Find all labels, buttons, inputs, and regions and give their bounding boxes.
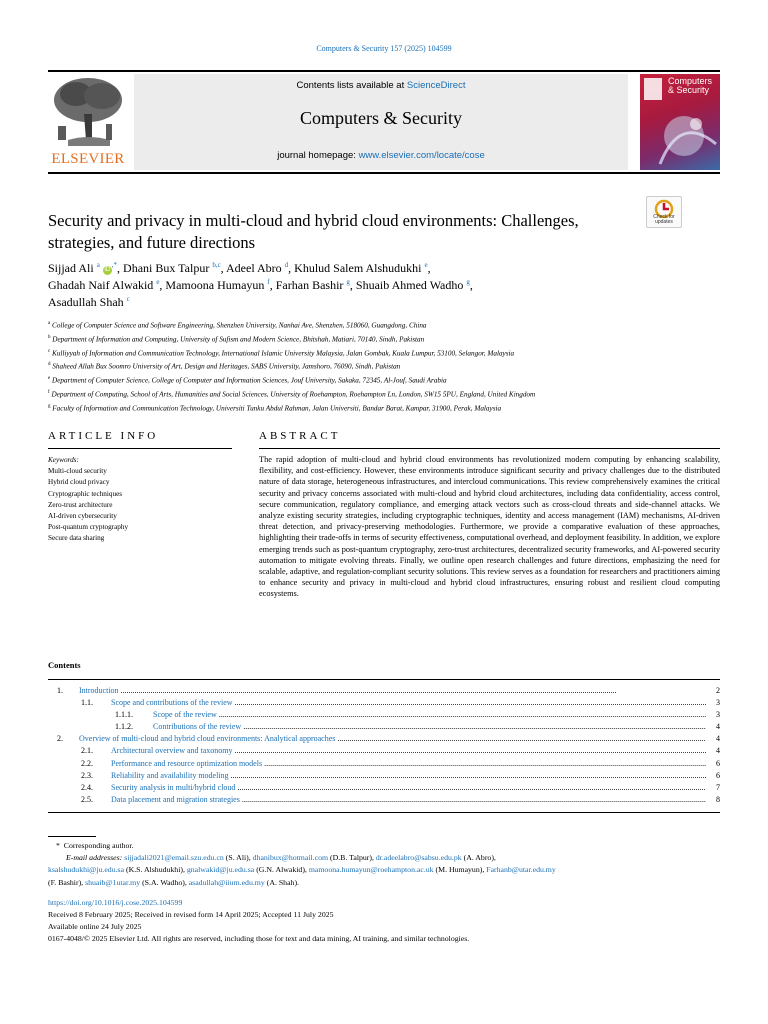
email-link[interactable]: shuaib@1utar.my <box>85 877 141 887</box>
toc-title-link[interactable]: Scope of the review <box>153 710 217 720</box>
toc-title-link[interactable]: Architectural overview and taxonomy <box>111 746 233 756</box>
affiliation-text: College of Computer Science and Software Engineering, Shenzhen University, Nanhai Ave, Shenzhen, 518060, Guangdong, China <box>52 321 427 330</box>
author-name[interactable]: Farhan Bashir <box>275 278 344 292</box>
toc-title-link[interactable]: Contributions of the review <box>153 722 242 732</box>
toc-row[interactable] <box>48 794 720 806</box>
affiliation-text: Department of Computer Science, College of Computer and Information Sciences, Jouf University, Sakaka, 72345, Al-Jouf, Saudi Arabia <box>52 376 447 385</box>
affiliation-item <box>48 373 628 387</box>
abstract-rule <box>259 448 720 449</box>
elsevier-tree-icon <box>48 74 128 152</box>
affiliation-item <box>48 387 628 401</box>
email-link[interactable]: sijjadali2021@email.szu.edu.cn <box>124 853 224 863</box>
toc-leader-dots <box>243 721 706 733</box>
affiliation-text: Kulliyyah of Information and Communication Technology, International Islamic University Malaysia, Jalan Gombak, Kuala Lumpur, 53100, Selangor, Malaysia <box>52 348 515 357</box>
toc-page: 6 <box>716 770 720 780</box>
abstract-heading: ABSTRACT <box>259 430 341 442</box>
doi-link[interactable]: https://doi.org/10.1016/j.cose.2025.104599 <box>48 898 183 907</box>
toc-number: 2.4. <box>81 782 93 792</box>
author-name[interactable]: Shuaib Ahmed Wadho <box>355 278 464 292</box>
email-link[interactable]: dr.adeelabro@sabsu.edu.pk <box>375 853 462 863</box>
author-separator: , <box>159 278 166 292</box>
affiliation-item <box>48 359 628 373</box>
author-name[interactable]: Sijjad Ali <box>48 261 94 275</box>
toc-number: 1. <box>57 686 63 695</box>
toc-page: 2 <box>716 686 720 695</box>
affiliation-key: g <box>48 403 51 409</box>
keywords-block <box>48 455 232 545</box>
elsevier-wordmark: ELSEVIER <box>51 151 125 167</box>
available-online: Available online 24 July 2025 <box>48 922 142 931</box>
toc-row[interactable] <box>48 685 720 697</box>
keyword-item: Post-quantum cryptography <box>48 523 129 532</box>
masthead-top-rule <box>48 70 720 72</box>
toc-page: 3 <box>716 698 720 708</box>
toc-title-link[interactable]: Data placement and migration strategies <box>111 794 240 804</box>
toc-title-link[interactable]: Performance and resource optimization models <box>111 758 263 768</box>
toc-leader-dots <box>242 794 706 806</box>
email-label: E-mail addresses: <box>66 853 123 863</box>
toc-leader-dots <box>121 685 706 697</box>
author-entry <box>48 295 130 309</box>
author-affiliation-marker[interactable]: d <box>284 261 289 269</box>
homepage-prefix: journal homepage: <box>277 150 359 161</box>
email-line <box>48 852 720 864</box>
orcid-icon[interactable]: iD <box>104 267 111 273</box>
abstract-text: The rapid adoption of multi-cloud and hybrid cloud environments has revolutionized modern computing by enhancing scalability, flexibility, and cost-efficiency. However, these environments introduce significant security and privacy challenges due to the distributed nature of data storage, heterogeneous infrastructures, and intercloud communications. This review comprehensively examines the critical security and privacy concerns associated with multi-cloud and hybrid cloud architectures, including data confidentiality, access control, secure communication, regulatory compliance, and emerging attack vectors such as cross-cloud threats and side-channel attacks. We analyze existing security strategies, including cryptographic techniques, identity and access management (IAM) mechanisms, AI-driven threat detection, and privacy-preserving methodologies. Furthermore, we provide a comparative evaluation of these approaches, highlighting their trade-offs in terms of security effectiveness, computational overhead, and deployment feasibility. In addition, we explore emerging trends such as post-quantum cryptography, zero-trust architectures, decentralized security frameworks, and AI-powered security automation to mitigate evolving threats. Finally, we outline open research challenges and future directions, emphasizing the need for scalable, adaptive, and regulation-compliant security solutions. This review serves as a foundation for researchers and practitioners aiming to enhance security and privacy in multi-cloud and hybrid cloud infrastructures, ensuring robust and resilient cloud computing ecosystems. <box>259 455 720 599</box>
toc-title-link[interactable]: Introduction <box>79 686 119 695</box>
affiliation-key: f <box>48 389 50 395</box>
toc-row[interactable] <box>48 733 720 745</box>
author-affiliation-marker[interactable]: b,c <box>212 261 221 269</box>
contents-availability <box>134 80 628 91</box>
email-owner: (K.S. Alshudukhi), <box>126 865 187 875</box>
toc-page: 3 <box>716 710 720 720</box>
keyword-item: Cryptographic techniques <box>48 489 123 498</box>
keyword-item: AI-driven cybersecurity <box>48 512 117 521</box>
author-entry <box>48 261 123 275</box>
toc-leader-dots <box>219 709 706 721</box>
email-link[interactable]: gnalwakid@ju.edu.sa <box>186 865 255 875</box>
journal-homepage-link[interactable]: www.elsevier.com/locate/cose <box>358 150 485 161</box>
check-updates-label: Check for updates <box>653 214 675 225</box>
author-separator: , <box>469 278 473 292</box>
keyword-item: Zero-trust architecture <box>48 500 113 509</box>
contents-bottom-rule <box>48 812 720 813</box>
author-separator: , <box>220 261 227 275</box>
affiliation-text: Shaheed Allah Bux Soomro University of Art, Design and Heritages, SABS University, Jamshoro, 76090, Sindh, Pakistan <box>52 362 401 371</box>
affiliation-key: c <box>48 348 51 354</box>
toc-leader-dots <box>237 782 706 794</box>
elsevier-logo[interactable] <box>48 74 128 168</box>
affiliation-text: Department of Computing, School of Arts, Humanities and Social Sciences, University of Roehampton, Roehampton Ln, London, SW15 5PU, England, United Kingdom <box>51 390 536 399</box>
check-for-updates-badge[interactable] <box>646 196 682 228</box>
toc-page: 7 <box>716 782 720 792</box>
corresponding-marker: * <box>56 841 64 850</box>
running-head[interactable]: Computers & Security 157 (2025) 104599 <box>316 44 452 53</box>
toc-row[interactable] <box>48 758 720 770</box>
corresponding-line <box>48 840 720 852</box>
author-separator: , <box>288 261 295 275</box>
corresponding-marker[interactable]: ,* <box>111 261 118 269</box>
author-affiliation-marker[interactable]: e <box>156 278 160 286</box>
footnote-rule <box>48 836 96 837</box>
author-name[interactable]: Ghadah Naif Alwakid <box>48 278 154 292</box>
affiliation-key: e <box>48 376 51 382</box>
email-link[interactable]: asadullah@iium.edu.my <box>188 877 265 887</box>
email-owner: (S.A. Wadho), <box>142 877 189 887</box>
email-owner: (F. Bashir), <box>48 877 86 887</box>
email-owner: (A. Abro), <box>463 853 496 863</box>
affiliation-text: Faculty of Information and Communication Technology, Universiti Tunku Abdul Rahman, Jalan Universiti, Bandar Barat, Kampar, 31900, Perak, Malaysia <box>52 404 502 413</box>
toc-page: 4 <box>716 734 720 744</box>
email-link[interactable]: mamoona.humayun@roehampton.ac.uk <box>308 865 434 875</box>
author-entry <box>356 278 473 292</box>
author-separator: , <box>269 278 276 292</box>
email-owner: (S. Ali), <box>225 853 253 863</box>
affiliation-key: a <box>48 321 51 326</box>
article-title: Security and privacy in multi-cloud and hybrid cloud environments: Challenges, strategies, and future directions <box>48 211 579 252</box>
affiliation-item <box>48 346 628 360</box>
toc-leader-dots <box>231 770 706 782</box>
author-list <box>48 260 628 311</box>
author-affiliation-marker[interactable]: a <box>96 261 100 269</box>
publication-info <box>48 897 720 945</box>
author-affiliation-marker[interactable]: g <box>346 278 350 286</box>
author-entry <box>165 278 275 292</box>
author-affiliation-marker[interactable]: e <box>424 261 428 269</box>
toc-number: 2.2. <box>81 758 93 768</box>
author-name[interactable]: Khulud Salem Alshudukhi <box>294 261 422 275</box>
keyword-item: Hybrid cloud privacy <box>48 478 110 487</box>
email-line <box>48 877 720 889</box>
author-entry <box>276 278 356 292</box>
journal-homepage <box>134 150 628 161</box>
table-of-contents <box>48 685 720 806</box>
toc-page: 8 <box>716 794 720 804</box>
toc-number: 2.1. <box>81 746 93 756</box>
toc-number: 2.5. <box>81 794 93 804</box>
email-owner: (A. Shah). <box>266 877 299 887</box>
affiliation-key: b <box>48 334 51 340</box>
journal-title: Computers & Security <box>300 108 462 128</box>
toc-row[interactable] <box>48 721 720 733</box>
affiliation-item <box>48 401 628 415</box>
sciencedirect-link[interactable]: ScienceDirect <box>406 80 466 91</box>
affiliation-key: d <box>48 362 51 368</box>
author-separator: , <box>427 261 431 275</box>
email-owner: (G.N. Alwakid), <box>256 865 309 875</box>
author-affiliation-marker[interactable]: c <box>126 295 130 303</box>
contents-heading: Contents <box>48 660 81 670</box>
toc-page: 4 <box>716 722 720 732</box>
author-entry <box>48 278 165 292</box>
email-link[interactable]: ksalshudukhi@ju.edu.sa <box>48 865 125 875</box>
toc-page: 6 <box>716 758 720 768</box>
email-link[interactable]: Farhanb@utar.edu.my <box>486 865 556 875</box>
toc-row[interactable] <box>48 770 720 782</box>
email-owner: (M. Humayun), <box>435 865 487 875</box>
toc-number: 2. <box>57 734 63 744</box>
cover-title: Computers & Security <box>668 76 713 95</box>
affiliation-text: Department of Information and Computing, University of Sufism and Modern Science, Bhitshah, Matiari, 70140, Sindh, Pakistan <box>52 335 425 344</box>
author-entry <box>123 261 226 275</box>
toc-title-link[interactable]: Overview of multi-cloud and hybrid cloud environments: Analytical approaches <box>79 734 336 744</box>
toc-row[interactable] <box>48 697 720 709</box>
toc-row[interactable] <box>48 709 720 721</box>
toc-title-link[interactable]: Reliability and availability modeling <box>111 770 229 780</box>
toc-title-link[interactable]: Security analysis in multi/hybrid cloud <box>111 782 236 792</box>
toc-number: 2.3. <box>81 770 93 780</box>
copyright-line: 0167-4048/© 2025 Elsevier Ltd. All rights are reserved, including those for text and data mining, AI training, and similar technologies. <box>48 934 470 943</box>
author-separator: , <box>349 278 356 292</box>
affiliation-item <box>48 332 628 346</box>
author-affiliation-marker[interactable]: g <box>466 278 470 286</box>
author-affiliation-marker[interactable]: f <box>267 278 270 286</box>
contents-top-rule <box>48 679 720 680</box>
article-info-heading: ARTICLE INFO <box>48 430 159 442</box>
author-entry <box>294 261 430 275</box>
email-link[interactable]: dhanibux@hotmail.com <box>252 853 329 863</box>
keywords-label: Keywords: <box>48 456 79 464</box>
toc-page: 4 <box>716 746 720 756</box>
keyword-item: Secure data sharing <box>48 534 105 543</box>
affiliation-item <box>48 318 628 332</box>
toc-leader-dots <box>337 733 706 745</box>
toc-row[interactable] <box>48 745 720 757</box>
masthead-bottom-rule <box>48 172 720 174</box>
contents-prefix: Contents lists available at <box>296 80 407 91</box>
corresponding-author-footnote <box>48 840 720 889</box>
email-owner: (D.B. Talpur), <box>330 853 376 863</box>
author-name[interactable]: Adeel Abro <box>226 261 282 275</box>
keyword-item: Multi-cloud security <box>48 467 107 476</box>
toc-title-link[interactable]: Scope and contributions of the review <box>111 698 233 708</box>
toc-number: 1.1. <box>81 698 93 708</box>
toc-number: 1.1.2. <box>115 722 133 732</box>
keyword-list <box>48 466 232 544</box>
author-name[interactable]: Asadullah Shah <box>48 295 124 309</box>
email-line <box>48 864 720 876</box>
publication-history: Received 8 February 2025; Received in revised form 14 April 2025; Accepted 11 July 2025 <box>48 910 334 919</box>
email-list <box>48 852 720 889</box>
author-entry <box>226 261 294 275</box>
author-name[interactable]: Dhani Bux Talpur <box>123 261 210 275</box>
corresponding-label: Corresponding author. <box>63 841 134 850</box>
toc-leader-dots <box>264 758 706 770</box>
toc-number: 1.1.1. <box>115 710 133 720</box>
author-name[interactable]: Mamoona Humayun <box>165 278 265 292</box>
journal-cover-image[interactable] <box>640 74 720 170</box>
toc-leader-dots <box>235 697 706 709</box>
affiliation-list <box>48 318 628 415</box>
toc-leader-dots <box>235 745 706 757</box>
author-separator: , <box>117 261 124 275</box>
article-info-rule <box>48 448 232 449</box>
toc-row[interactable] <box>48 782 720 794</box>
